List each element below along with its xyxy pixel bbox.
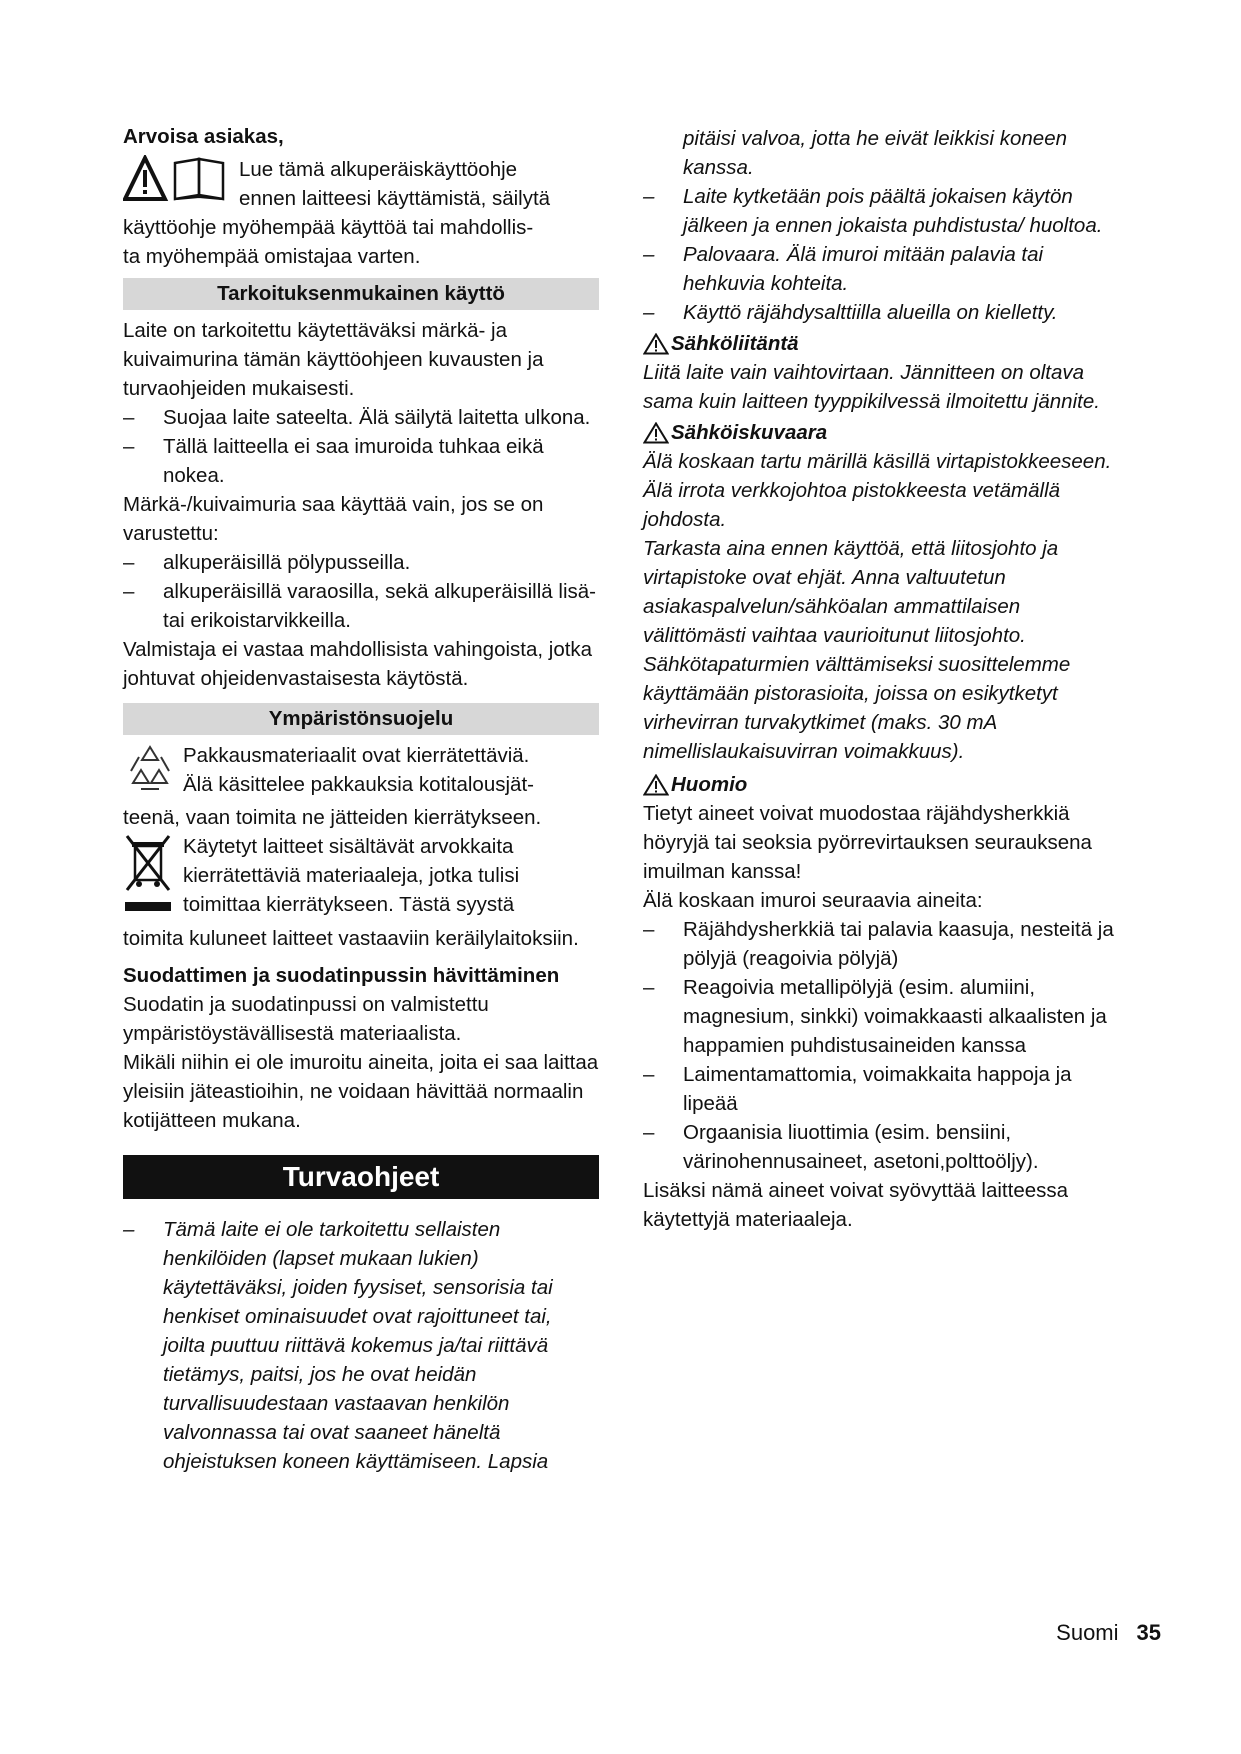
intended-use-bullet: – alkuperäisillä varaosilla, sekä alkuperäisillä lisä- tai erikoistarvikkeilla. — [123, 577, 599, 635]
weee-text-3: toimittaa kierrätykseen. Tästä syystä — [183, 893, 515, 916]
caution-bullet: – Räjähdysherkkiä tai palavia kaasuja, nesteitä ja pölyjä (reagoivia pölyjä) — [643, 915, 1121, 973]
section-heading-intended-use: Tarkoituksenmukainen käyttö — [123, 278, 599, 310]
crossed-bin-icon — [123, 832, 173, 916]
weee-block — [123, 832, 599, 953]
recycle-text-3: teenä, vaan toimita ne jätteiden kierrätykseen. — [123, 806, 542, 829]
filter-disposal-heading: Suodattimen ja suodatinpussin hävittäminen — [123, 964, 560, 987]
weee-text-4: toimita kuluneet laitteet vastaaviin keräilylaitoksiin. — [123, 927, 579, 950]
safety-bullet: – Käyttö räjähdysalttiilla alueilla on kielletty. — [643, 298, 1121, 327]
caution-bullet: – Reagoivia metallipölyjä (esim. alumiini, magnesium, sinkki) voimakkaasti alkaalisten ja happamien puhdistusaineiden kanssa — [643, 973, 1121, 1060]
electric-connection-text: Liitä laite vain vaihtovirtaan. Jännitteen on oltava sama kuin laitteen tyyppikilvessä ilmoitettu jännite. — [643, 361, 1100, 413]
intro-line-4: ta myöhempää omistajaa varten. — [123, 245, 421, 268]
intended-use-bullet: – Tällä laitteella ei saa imuroida tuhkaa eikä nokea. — [123, 432, 599, 490]
recycle-text-2: Älä käsittelee pakkauksia kotitalousjät- — [183, 773, 534, 796]
caution-bullet: – Laimentamattomia, voimakkaita happoja ja lipeää — [643, 1060, 1121, 1118]
caution-title: Huomio — [671, 773, 748, 796]
recycle-icon — [123, 741, 177, 795]
intro-icons — [123, 155, 231, 211]
footer-language: Suomi — [1056, 1620, 1119, 1645]
safety-bullet: – Laite kytketään pois päältä jokaisen käytön jälkeen ja ennen jokaista puhdistusta/ huoltoa. — [643, 182, 1121, 240]
section-heading-environment: Ympäristönsuojelu — [123, 703, 599, 735]
electric-connection-heading — [643, 329, 1121, 358]
right-column — [643, 124, 1121, 1234]
intro-line-2: ennen laitteesi käyttämistä, säilytä — [239, 187, 551, 210]
safety-continuation: pitäisi valvoa, jotta he eivät leikkisi koneen kanssa. — [683, 127, 1068, 179]
safety-bullet: – Palovaara. Älä imuroi mitään palavia tai hehkuvia kohteita. — [643, 240, 1121, 298]
page-number: 35 — [1136, 1620, 1161, 1645]
electric-shock-heading — [643, 418, 1121, 447]
recycle-text-1: Pakkausmateriaalit ovat kierrätettäviä. — [183, 744, 530, 767]
electric-shock-title: Sähköiskuvaara — [671, 421, 828, 444]
intro-block — [123, 155, 599, 271]
intended-use-text: Märkä-/kuivaimuria saa käyttää vain, jos se on varustettu: — [123, 493, 544, 545]
electric-shock-text: Sähkötapaturmien välttämiseksi suosittelemme käyttämään pistorasioita, joissa on esikytketyt virhevirran turvakytkimet (maks. 30 mA nimellislaukaisuvirran voimakkuus). — [643, 653, 1071, 763]
filter-disposal-text: Mikäli niihin ei ole imuroitu aineita, joita ei saa laittaa yleisiin jäteastioihin, ne voidaan hävittää normaalin kotijätteen mukana. — [123, 1051, 599, 1132]
intro-line-3: käyttöohje myöhempää käyttöä tai mahdollis- — [123, 216, 534, 239]
electric-shock-text: Älä koskaan tartu märillä käsillä virtapistokkeeseen. — [643, 450, 1112, 473]
intended-use-text: Valmistaja ei vastaa mahdollisista vahingoista, jotka johtuvat ohjeidenvastaisesta käytöstä. — [123, 638, 593, 690]
greeting: Arvoisa asiakas, — [123, 125, 284, 148]
weee-text-2: kierrätettäviä materiaaleja, jotka tulisi — [183, 864, 520, 887]
section-heading-safety: Turvaohjeet — [123, 1155, 599, 1199]
weee-icon-wrap — [123, 832, 173, 924]
filter-disposal-text: Suodatin ja suodatinpussi on valmistettu ympäristöystävällisestä materiaalista. — [123, 993, 489, 1045]
recycle-icon-wrap — [123, 741, 177, 803]
intended-use-bullet: – alkuperäisillä pölypusseilla. — [123, 548, 599, 577]
caution-bullet: – Orgaanisia liuottimia (esim. bensiini, värinohennusaineet, asetoni,polttoöljy). — [643, 1118, 1121, 1176]
intended-use-text: Laite on tarkoitettu käytettäväksi märkä- ja kuivaimurina tämän käyttöohjeen kuvausten ja turvaohjeiden mukaisesti. — [123, 319, 544, 400]
electric-connection-title: Sähköliitäntä — [671, 332, 799, 355]
caution-text: Tietyt aineet voivat muodostaa räjähdysherkkiä höyryjä tai seoksia pyörrevirtauksen seurauksena imuilman kanssa! — [643, 802, 1092, 883]
warning-icon — [643, 333, 669, 355]
intro-line-1: Lue tämä alkuperäiskäyttöohje — [239, 158, 518, 181]
safety-bullet: – Tämä laite ei ole tarkoitettu sellaisten henkilöiden (lapset mukaan lukien) käytettäväksi, joiden fyysiset, sensorisia tai henkiset ominaisuudet ovat rajoittuneet tai, joilta puuttuu riittävä kokemus ja/tai riittävä tietämys, paitsi, jos he ovat heidän turvallisuudestaan vastaavan henkilön valvonnassa tai ovat saaneet häneltä ohjeistuksen koneen käyttämiseen. Lapsia — [123, 1215, 599, 1476]
caution-text: Lisäksi nämä aineet voivat syövyttää laitteessa käytettyjä materiaaleja. — [643, 1179, 1069, 1231]
weee-text-1: Käytetyt laitteet sisältävät arvokkaita — [183, 835, 514, 858]
recycle-block — [123, 741, 599, 832]
warning-icon — [643, 774, 669, 796]
electric-shock-text: Älä irrota verkkojohtoa pistokkeesta vetämällä johdosta. — [643, 479, 1061, 531]
electric-shock-text: Tarkasta aina ennen käyttöä, että liitosjohto ja virtapistoke ovat ehjät. Anna valtuutetun asiakaspalvelun/sähköalan ammattilaisen välittömästi vaihtaa vaurioitunut liitosjohto. — [643, 537, 1059, 647]
left-column — [123, 122, 599, 1476]
warning-icon — [643, 422, 669, 444]
intended-use-bullet: – Suojaa laite sateelta. Älä säilytä laitetta ulkona. — [123, 403, 599, 432]
caution-heading — [643, 770, 1121, 799]
warning-manual-icon — [123, 155, 231, 203]
page-footer — [1056, 1620, 1161, 1646]
caution-text: Älä koskaan imuroi seuraavia aineita: — [643, 889, 983, 912]
